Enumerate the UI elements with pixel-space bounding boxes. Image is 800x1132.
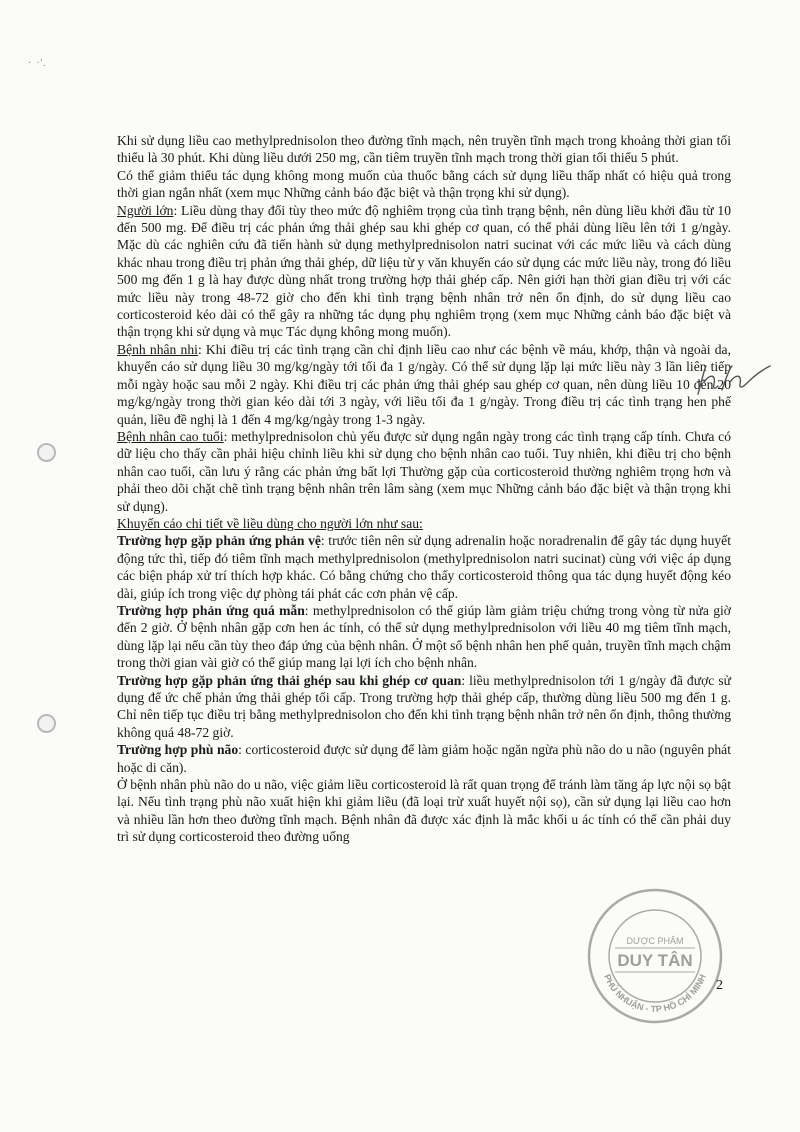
page-number: 2 [716,978,723,993]
rejection-label: Trường hợp gặp phản ứng thải ghép sau khi ghép cơ quan [117,672,462,688]
edema-label: Trường hợp phù não [117,742,239,758]
document-body [117,132,731,846]
paragraph-child [117,341,731,428]
paragraph-hypersensitivity [117,602,731,672]
paragraph-edema [117,741,731,776]
elderly-label: Bệnh nhân cao tuổi [117,428,224,444]
recommend-heading: Khuyến cáo chi tiết về liều dùng cho người lớn như sau: [117,515,423,531]
rejection-text: : liều methylprednisolon tới 1 g/ngày đã được sử dụng để ức chế phản ứng thải ghép tối cấp. Trong trường hợp thải ghép cấp, thường dùng liều 500 mg đến 1 g. Chỉ nên tiếp tục điều trị bằng methylprednisolon cho đến khi tình trạng bệnh nhân trở nên ổn định, thông thường không quá 48-72 giờ. [117,672,731,740]
svg-text:PHÚ NHUẬN - TP HỒ CHÍ MINH [602,973,708,1014]
anaphylaxis-label: Trường hợp gặp phản ứng phản vệ [117,533,321,549]
stamp-top-text: DƯỢC PHẨM [626,936,684,946]
company-stamp [585,886,725,1026]
adult-label: Người lớn [117,202,174,218]
scan-specks: · ·’. [28,58,46,69]
child-label: Bệnh nhân nhi [117,341,198,357]
paragraph-rejection [117,672,731,742]
paragraph-infusion: Khi sử dụng liều cao methylprednisolon theo đường tĩnh mạch, nên truyền tĩnh mạch trong khoảng thời gian tối thiểu là 30 phút. Khi dùng liều dưới 250 mg, cần tiêm truyền tĩnh mạch trong thời gian tối thiểu 5 phút. [117,133,731,166]
hypersensitivity-text: : methylprednisolon có thể giúp làm giảm triệu chứng trong vòng từ nửa giờ đến 2 giờ. Ở bệnh nhân gặp cơn hen ác tính, có thể sử dụng methylprednisolon với liều 40 mg tiêm tĩnh mạch, dùng lặp lại nếu cần tùy theo đáp ứng của bệnh nhân. Ở một số bệnh nhân hen phế quản, truyền tĩnh mạch chậm trong thời gian vài giờ có thể giúp mang lại lợi ích cho bệnh nhân. [117,602,731,671]
hypersensitivity-label: Trường hợp phản ứng quá mẫn [117,602,305,618]
paragraph-brain-tumor: Ở bệnh nhân phù não do u não, việc giảm liều corticosteroid là rất quan trọng để tránh làm tăng áp lực nội sọ bật lại. Nếu tình trạng phù não xuất hiện khi giảm liều (đã loại trừ xuất huyết nội sọ), cần sử dụng lại liều cao hơn và nhiều lần hơn theo đường tĩnh mạch. Bệnh nhân đã được xác định là mắc khối u ác tính có thể cần phải duy trì sử dụng corticosteroid theo đường uống [117,777,731,845]
adult-text: : Liều dùng thay đổi tùy theo mức độ nghiêm trọng của tình trạng bệnh, nên dùng liều khởi đầu từ 10 đến 500 mg. Để điều trị các phản ứng thải ghép sau khi ghép cơ quan, có thể phải dùng liều lên tới 1 g/ngày. Mặc dù các nghiên cứu đã tiến hành sử dụng methylprednisolon natri sucinat với các mức liều và cách dùng khác nhau trong điều trị phản ứng thải ghép, dữ liệu từ y văn khuyến cáo sử dụng các mức liều này, trong đó liều 500 mg đến 1 g là hay được dùng nhất trong trường hợp thải ghép cấp. Nên giới hạn thời gian điều trị với các mức liều này trong 48-72 giờ cho đến khi tình trạng bệnh nhân trở nên ổn định, do sử dụng liều cao corticosteroid kéo dài có thể gây ra những tác dụng phụ nghiêm trọng (xem mục Những cảnh báo đặc biệt và thận trọng khi sử dụng và mục Tác dụng không mong muốn). [117,202,732,340]
punch-hole-bottom [37,714,56,733]
anaphylaxis-text: : trước tiên nên sử dụng adrenalin hoặc noradrenalin để gây tác dụng huyết động tức thì, tiếp đó tiêm tĩnh mạch methylprednisolon (methylprednisolon natri sucinat) cùng với việc áp dụng các biện pháp xử trí thích hợp khác. Có bằng chứng cho thấy corticosteroid thông qua tác dụng huyết động kéo dài, giúp ích trong việc dự phòng tái phát các cơn phản vệ cấp. [117,533,731,601]
stamp-name-text: DUY TÂN [617,951,693,970]
stamp-bottom-text: PHÚ NHUẬN - TP HỒ CHÍ MINH [602,972,708,1015]
paragraph-minimize: Có thể giảm thiểu tác dụng không mong muốn của thuốc bằng cách sử dụng liều thấp nhất có hiệu quả trong thời gian ngắn nhất (xem mục Những cảnh báo đặc biệt và thận trọng khi sử dụng). [117,167,731,201]
child-text: : Khi điều trị các tình trạng cần chỉ định liều cao như các bệnh về máu, khớp, thận và ngoài da, khuyến cáo sử dụng liều 30 mg/kg/ngày tới tối đa 1 g/ngày. Có thể sử dụng lặp lại mức liều này 3 lần liên tiếp mỗi ngày hoặc sau mỗi 2 ngày. Khi điều trị các phản ứng thải ghép sau ghép cơ quan, nên dùng liều 10 đến 20 mg/kg/ngày trong thời gian kéo dài tới 3 ngày, với liều tối đa 1 g/ngày. Trong điều trị các tình trạng hen phế quản, liều đề nghị là 1 đến 4 mg/kg/ngày trong 1-3 ngày. [117,341,731,427]
paragraph-anaphylaxis [117,532,731,602]
punch-hole-top [37,443,56,462]
paragraph-elderly [117,428,731,515]
paragraph-adult [117,202,731,341]
handwritten-initials [680,360,776,400]
elderly-text: : methylprednisolon chủ yếu được sử dụng ngắn ngày trong các tình trạng cấp tính. Chưa có dữ liệu cho thấy cần phải hiệu chỉnh liều khi sử dụng cho bệnh nhân cao tuổi. Tuy nhiên, khi điều trị cho bệnh nhân cao tuổi, cần lưu ý rằng các phản ứng bất lợi Thường gặp của corticosteroid thường nghiêm trọng hơn và phải theo dõi chặt chẽ tình trạng bệnh nhân trên lâm sàng (xem mục Những cảnh báo đặc biệt và thận trọng khi sử dụng). [117,428,732,514]
edema-text: : corticosteroid được sử dụng để làm giảm hoặc ngăn ngừa phù não do u não (nguyên phát hoặc di căn). [117,742,731,775]
